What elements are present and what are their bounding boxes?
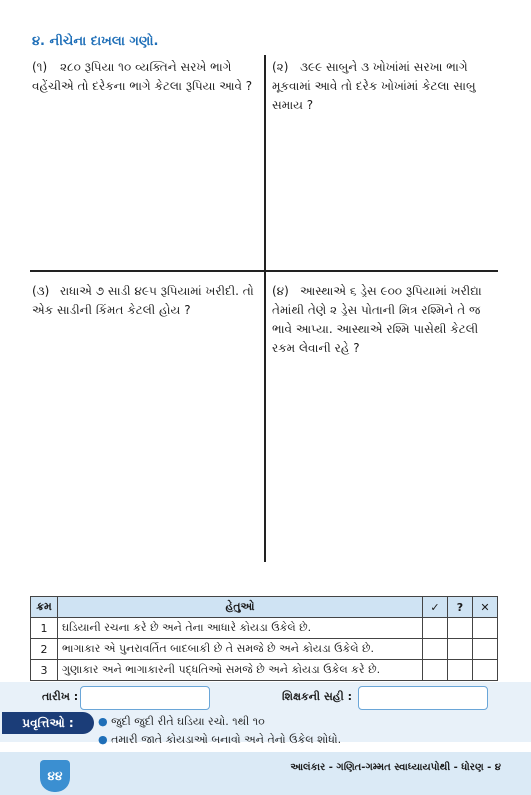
col-tick-header: ✓ <box>423 597 448 618</box>
date-field[interactable] <box>80 686 210 710</box>
col-objectives-header: હેતુઓ <box>58 597 423 618</box>
row-3-objective: ગુણાકાર અને ભાગાકારની પદ્ધતિઓ સમજે છે અને કોયડા ઉકેલ કરે છે. <box>58 660 423 681</box>
page-number: ૪૪ <box>40 760 70 792</box>
table-row <box>31 618 498 639</box>
vertical-divider <box>264 55 266 562</box>
col-serial-header: ક્રમ <box>31 597 58 618</box>
activities-label: પ્રવૃત્તિઓ : <box>2 712 94 734</box>
bullet-icon: ● <box>98 733 108 746</box>
question-1-text: ૨૮૦ રૂપિયા ૧૦ વ્યક્તિને સરખે ભાગે વહેંચીએ તો દરેકના ભાગે કેટલા રૂપિયા આવે ? <box>32 60 253 93</box>
question-3-text: રાધાએ ૭ સાડી ૪૯૫ રૂપિયામાં ખરીદી. તો એક સાડીની કિંમત કેટલી હોય ? <box>32 284 254 317</box>
horizontal-divider <box>30 270 498 272</box>
question-4-text: આસ્થાએ ૬ ડ્રેસ ૯૦૦ રૂપિયામાં ખરીદ્યા તેમાંથી તેણે ૨ ડ્રેસ પોતાની મિત્ર રશ્મિને તે જ ભાવે આપ્યા. આસ્થાએ રશ્મિ પાસેથી કેટલી રકમ લેવાની રહે ? <box>272 284 482 355</box>
activity-1 <box>98 715 265 729</box>
question-2-number: (૨) <box>272 60 289 74</box>
teacher-sign-label: શિક્ષકની સહી : <box>282 690 352 703</box>
col-cross-header: ✕ <box>473 597 498 618</box>
row-2-question-cell[interactable] <box>448 639 473 660</box>
row-1-tick-cell[interactable] <box>423 618 448 639</box>
bullet-icon: ● <box>98 715 108 728</box>
question-4 <box>272 282 500 358</box>
activity-2-text: તમારી જાતે કોયડાઓ બનાવો અને તેનો ઉકેલ શોધો. <box>111 733 342 746</box>
row-1-objective: ઘડિયાની રચના કરે છે અને તેના આધારે કોયડા ઉકેલે છે. <box>58 618 423 639</box>
col-question-header: ? <box>448 597 473 618</box>
question-2-text: ૩૯૯ સાબુને ૩ ખોખાંમાં સરખા ભાગે મૂકવામાં આવે તો દરેક ખોખાંમાં કેટલા સાબુ સમાય ? <box>272 60 476 112</box>
table-header-row <box>31 597 498 618</box>
row-2-cross-cell[interactable] <box>473 639 498 660</box>
activity-2 <box>98 733 341 747</box>
row-3-tick-cell[interactable] <box>423 660 448 681</box>
row-2-objective: ભાગાકાર એ પુનરાવર્તિત બાદબાકી છે તે સમજે છે અને કોયડા ઉકેલે છે. <box>58 639 423 660</box>
row-1-serial: 1 <box>31 618 58 639</box>
bottom-wave <box>0 752 531 795</box>
row-3-cross-cell[interactable] <box>473 660 498 681</box>
row-1-question-cell[interactable] <box>448 618 473 639</box>
objectives-table <box>30 596 498 681</box>
date-label: તારીખ : <box>42 690 79 703</box>
activity-1-text: જુદી જુદી રીતે ઘડિયા રચો. ૧થી ૧૦ <box>111 715 265 728</box>
book-title: આલંકાર - ગણિત-ગમ્મત સ્વાધ્યાયપોથી - ધોરણ - ૪ <box>290 762 501 773</box>
teacher-sign-field[interactable] <box>358 686 488 710</box>
table-row <box>31 639 498 660</box>
question-3-number: (૩) <box>32 284 50 298</box>
row-3-question-cell[interactable] <box>448 660 473 681</box>
row-3-serial: 3 <box>31 660 58 681</box>
row-1-cross-cell[interactable] <box>473 618 498 639</box>
section-heading: ૪. નીચેના દાખલા ગણો. <box>32 34 159 49</box>
table-row <box>31 660 498 681</box>
question-1 <box>32 58 260 96</box>
question-1-number: (૧) <box>32 60 48 74</box>
row-2-serial: 2 <box>31 639 58 660</box>
question-2 <box>272 58 500 115</box>
row-2-tick-cell[interactable] <box>423 639 448 660</box>
question-4-number: (૪) <box>272 284 289 298</box>
question-3 <box>32 282 260 320</box>
